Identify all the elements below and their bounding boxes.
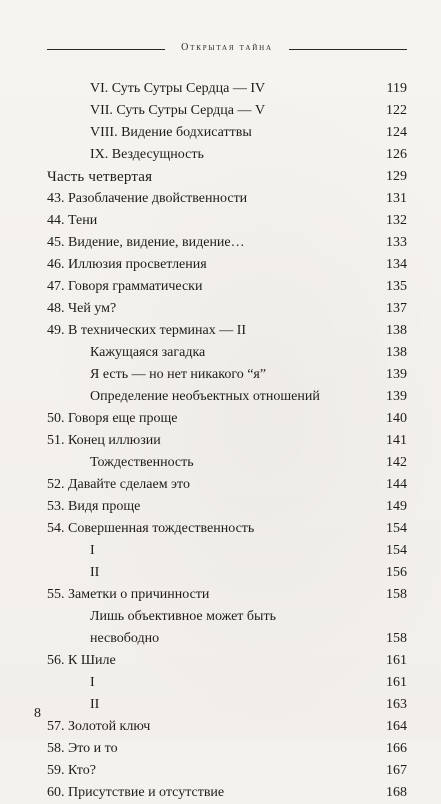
toc-entry: [47, 408, 407, 430]
toc-entry-title: 46. Иллюзия просветления: [47, 257, 207, 272]
page-number: 8: [34, 706, 41, 721]
toc-entry: [47, 496, 407, 518]
toc-entry-title: 58. Это и то: [47, 741, 118, 756]
toc-entry: [47, 628, 407, 650]
toc-entry: [47, 606, 407, 628]
toc-entry-title: 52. Давайте сделаем это: [47, 477, 190, 492]
toc-entry-page: 126: [386, 147, 407, 162]
toc-entry: [47, 342, 407, 364]
toc-entry: [47, 694, 407, 716]
toc-entry-page: 129: [386, 169, 407, 184]
header-rule-right: [289, 49, 407, 50]
toc-entry-title: Часть четвертая: [47, 169, 153, 185]
toc-entry-page: 158: [386, 587, 407, 602]
running-title: Открытая тайна: [181, 42, 273, 53]
toc-entry-title: 55. Заметки о причинности: [47, 587, 210, 602]
toc-entry: [47, 298, 407, 320]
toc-entry-page: 138: [386, 323, 407, 338]
toc-entry: [47, 716, 407, 738]
toc-entry: [47, 100, 407, 122]
toc-entry-page: 134: [386, 257, 407, 272]
toc-entry-title: 56. К Шиле: [47, 653, 116, 668]
toc-entry-title: Определение необъектных отношений: [90, 389, 320, 404]
toc-entry: [47, 540, 407, 562]
toc-entry-title: II: [90, 565, 100, 580]
toc-entry-page: 156: [386, 565, 407, 580]
toc-entry: [47, 430, 407, 452]
toc-entry-title: II: [90, 697, 100, 712]
toc-entry-page: 154: [386, 521, 407, 536]
toc-entry-page: 124: [386, 125, 407, 140]
toc-entry-page: 131: [386, 191, 407, 206]
toc-entry-title: 50. Говоря еще проще: [47, 411, 178, 426]
toc-entry-title: Тождественность: [90, 455, 194, 470]
toc-entry-title: несвободно: [90, 631, 160, 646]
toc-entry-title: VIII. Видение бодхисаттвы: [90, 125, 252, 140]
toc-entry: [47, 584, 407, 606]
toc-entry-page: 161: [386, 675, 407, 690]
toc-entry-page: 168: [386, 785, 407, 800]
toc-entry-page: 142: [386, 455, 407, 470]
toc-entry-title: Кажущаяся загадка: [90, 345, 206, 360]
toc-entry-page: 167: [386, 763, 407, 778]
toc-entry-title: 47. Говоря грамматически: [47, 279, 203, 294]
toc-entry-title: 48. Чей ум?: [47, 301, 117, 316]
toc-entry-title: Я есть — но нет никакого “я”: [90, 367, 267, 382]
toc-entry: [47, 254, 407, 276]
toc-entry: [47, 562, 407, 584]
toc-entry-page: 140: [386, 411, 407, 426]
toc-entry-title: 44. Тени: [47, 213, 98, 228]
toc-entry-page: 132: [386, 213, 407, 228]
toc-entry-title: 60. Присутствие и отсутствие: [47, 785, 225, 800]
toc-entry: [47, 518, 407, 540]
toc-entry-title: VII. Суть Сутры Сердца — V: [90, 103, 266, 118]
toc-entry-title: 57. Золотой ключ: [47, 719, 151, 734]
toc-entry-page: 158: [386, 631, 407, 646]
toc-entry-title: I: [90, 675, 95, 690]
toc-entry: [47, 122, 407, 144]
toc-entry: [47, 320, 407, 342]
toc-entry: [47, 474, 407, 496]
toc-entry-page: 135: [386, 279, 407, 294]
toc-entry: [47, 188, 407, 210]
toc-entry-title: I: [90, 543, 95, 558]
toc-entry-title: 43. Разоблачение двойственности: [47, 191, 248, 206]
toc-entry: [47, 78, 407, 100]
toc-entry-title: VI. Суть Сутры Сердца — IV: [90, 81, 266, 96]
toc-entry: [47, 650, 407, 672]
toc-entry-title: IX. Вездесущность: [90, 147, 204, 162]
toc-entry: [47, 672, 407, 694]
toc-entry: [47, 386, 407, 408]
toc-entry: [47, 232, 407, 254]
toc-entry: [47, 738, 407, 760]
toc-entry-page: 154: [386, 543, 407, 558]
toc-entry-page: 164: [386, 719, 407, 734]
toc-entry-title: 45. Видение, видение, видение…: [47, 235, 245, 250]
toc-entry-title: 59. Кто?: [47, 763, 96, 778]
toc-entry-page: 137: [386, 301, 407, 316]
toc-section-heading: [47, 166, 407, 188]
toc-entry-page: 122: [386, 103, 407, 118]
toc-entry-title: 54. Совершенная тождественность: [47, 521, 255, 536]
toc-entry-page: 139: [386, 367, 407, 382]
toc-entry-page: 138: [386, 345, 407, 360]
toc-entry-page: 133: [386, 235, 407, 250]
toc-entry-title: Лишь объективное может быть: [90, 609, 276, 624]
running-header: [47, 40, 407, 60]
toc-entry: [47, 760, 407, 782]
toc-entry: [47, 364, 407, 386]
toc-entry-page: 149: [386, 499, 407, 514]
toc-entry-page: 119: [386, 81, 407, 96]
toc-entry: [47, 144, 407, 166]
toc-entry-page: 163: [386, 697, 407, 712]
toc-entry-page: 139: [386, 389, 407, 404]
toc-entry-page: 141: [386, 433, 407, 448]
toc-entry-page: 166: [386, 741, 407, 756]
toc-entry-page: 161: [386, 653, 407, 668]
toc-entry: [47, 782, 407, 804]
toc-entry-title: 53. Видя проще: [47, 499, 141, 514]
toc-entry: [47, 452, 407, 474]
toc-entry-title: 49. В технических терминах — II: [47, 323, 247, 338]
toc-entry: [47, 276, 407, 298]
toc-entry-title: 51. Конец иллюзии: [47, 433, 161, 448]
toc-entry-page: 144: [386, 477, 407, 492]
toc-entry: [47, 210, 407, 232]
